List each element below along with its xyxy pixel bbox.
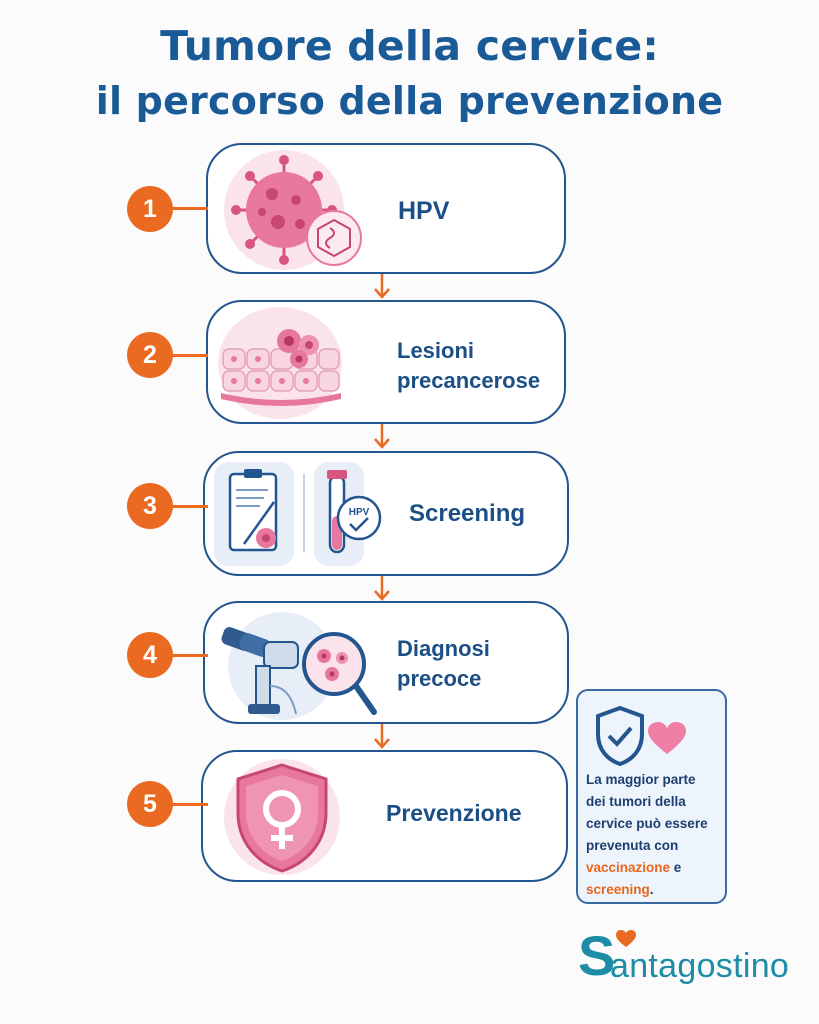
heart-icon: [648, 722, 686, 756]
shield-female-icon: [222, 757, 342, 877]
hpv-check-badge-icon: [335, 494, 383, 542]
page-title-line2: il percorso della prevenzione: [95, 79, 724, 123]
arrow-down-icon: [370, 424, 394, 450]
step-label-lesioni: Lesioni precancerose: [397, 338, 541, 393]
tube-label: HPV: [348, 507, 370, 518]
connector-line: [170, 354, 208, 357]
info-note-text: La maggior parte dei tumori della cervice può essere prevenuta con vaccinazione e screening.: [586, 772, 708, 897]
step-number-1: 1: [127, 186, 173, 232]
logo-initial: S: [578, 924, 616, 987]
cells-icon: [217, 305, 343, 420]
step-number-2: 2: [127, 332, 173, 378]
step-label-prevenzione: Prevenzione: [386, 800, 522, 826]
arrow-down-icon: [370, 576, 394, 602]
arrow-down-icon: [370, 274, 394, 300]
colposcope-magnifier-icon: [218, 612, 378, 720]
step-number-5: 5: [127, 781, 173, 827]
virus-icon: [222, 150, 372, 270]
shield-check-icon: [594, 704, 654, 766]
arrow-down-icon: [370, 724, 394, 750]
connector-line: [170, 505, 208, 508]
connector-line: [170, 207, 208, 210]
logo-text: antagostino: [610, 947, 790, 985]
step-label-hpv: HPV: [398, 197, 450, 225]
connector-line: [170, 654, 208, 657]
step-number-4: 4: [127, 632, 173, 678]
step-number-3: 3: [127, 483, 173, 529]
page-title-line1: Tumore della cervice:: [160, 22, 659, 70]
connector-line: [170, 803, 208, 806]
step-label-screening: Screening: [409, 500, 526, 527]
step-label-diagnosi: Diagnosi precoce: [397, 636, 490, 691]
